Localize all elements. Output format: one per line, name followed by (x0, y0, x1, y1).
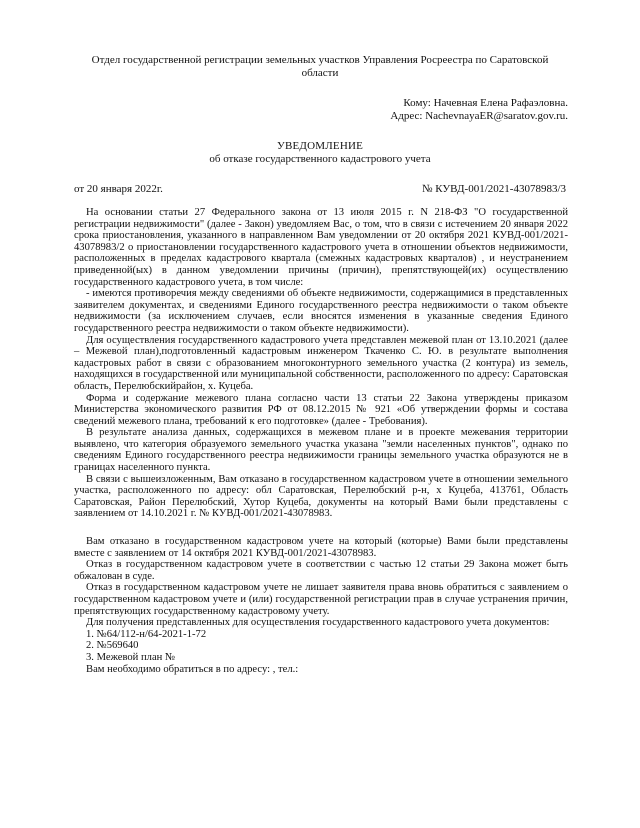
paragraph-appeal: Отказ в государственном кадастровом учете в соответствии с частью 12 статьи 29 Закона может быть обжалован в суде. (74, 559, 568, 582)
paragraph-survey-plan: Для осуществления государственного кадастрового учета представлен межевой план от 13.10.2021 (далее – Межевой план),подготовленный кадастровым инженером Ткаченко С. Ю. в результате выполнения кадастровых работ в связи с образованием многоконтурного земельного участка (2 контура) из земель, находящихся в государственной или муниципальной собственности, расположенного по адресу: Саратовская область, Перелюбскийрайон, х. Куцеба. (74, 334, 568, 392)
document-list-item: 3. Межевой план № (86, 651, 176, 663)
paragraph-refusal-summary: Вам отказано в государственном кадастровом учете на который (которые) Вами были представлены вместе с заявлением от 14 октября 2021 КУВД-001/2021-43078983. (74, 536, 568, 559)
paragraph-documents: Для получения представленных для осуществления государственного кадастрового учета документов: (86, 617, 550, 629)
title-main: УВЕДОМЛЕНИЕ (276, 140, 364, 152)
recipient-name: Кому: Начевная Елена Рафаэловна. (403, 97, 568, 109)
recipient-block (390, 97, 568, 122)
paragraph-form-requirements: Форма и содержание межевого плана согласно части 13 статьи 22 Закона утверждены приказом Министерства экономического развития РФ от 08.12.2015 № 921 «Об утверждении формы и состава сведений межевого плана, требований к его подготовке» (далее - Требования). (74, 392, 568, 427)
paragraph-basis: На основании статьи 27 Федерального закона от 13 июля 2015 г. N 218-ФЗ "О государственной регистрации недвижимости" (далее - Закон) уведомляем Вас, о том, что в связи с истечением 20 января 2022 срока приостановления, указанного в направленном Вам уведомлении от 20 октября 2021 КУВД-001/2021-43078983/2 о приостановлении государственного кадастрового учета в отношении объектов недвижимости, расположенных в пределах кадастрового квартала (смежных кадастровых кварталов) , и неустранением приведенной(ых) в данном уведомлении причины (причин), препятствующей(их) осуществлению государственного кадастрового учета, в том числе: (74, 207, 568, 288)
paragraph-refusal: В связи с вышеизложенным, Вам отказано в государственном кадастровом учете в отношении земельного участка, расположенного по адресу: обл Саратовская, Перелюбский р-н, х Куцеба, 413761, Область Саратовская, Район Перелюбский, Хутор Куцеба, документы на который Вами были представлены с заявлением от 14.10.2021 г. № КУВД-001/2021-43078983. (74, 473, 568, 520)
recipient-address: Адрес: NachevnayaER@saratov.gov.ru. (390, 109, 568, 122)
paragraph-reapply: Отказ в государственном кадастровом учете не лишает заявителя права вновь обратиться с заявлением о государственном кадастровом учете и (или) государственной регистрации прав в случае устранения причин, препятствующих государственному кадастровому учету. (74, 582, 568, 617)
document-list-item: 1. №64/112-н/64-2021-1-72 (86, 628, 207, 640)
paragraph-closing: Вам необходимо обратиться в по адресу: , тел.: (86, 663, 299, 675)
document-title (74, 140, 566, 165)
document-list-item: 2. №569640 (86, 640, 139, 652)
organization-header: Отдел государственной регистрации земельных участков Управления Росреестра по Саратовской области (91, 54, 549, 79)
document-date: от 20 января 2022г. (74, 183, 163, 195)
paragraph-analysis: В результате анализа данных, содержащихся в межевом плане и в проекте межевания территории выявлено, что категория образуемого земельного участка указана "земли населенных пунктов", однако по сведениям Единого государственного реестра недвижимости границы земельного участка образуются не в границах населенного пункта. (74, 427, 568, 474)
date-number-row (74, 184, 566, 196)
title-sub: об отказе государственного кадастрового учета (209, 152, 431, 165)
document-number: № КУВД-001/2021-43078983/3 (421, 183, 566, 195)
paragraph-reason: - имеются противоречия между сведениями об объекте недвижимости, содержащимися в представленных заявителем документах, и сведениями Единого государственного реестра недвижимости о таком объекте недвижимости (за исключением случаев, если вносятся изменения в указанные сведения Единого государственного реестра недвижимости о таком объекте недвижимости). (74, 288, 568, 334)
document-body (74, 207, 568, 675)
